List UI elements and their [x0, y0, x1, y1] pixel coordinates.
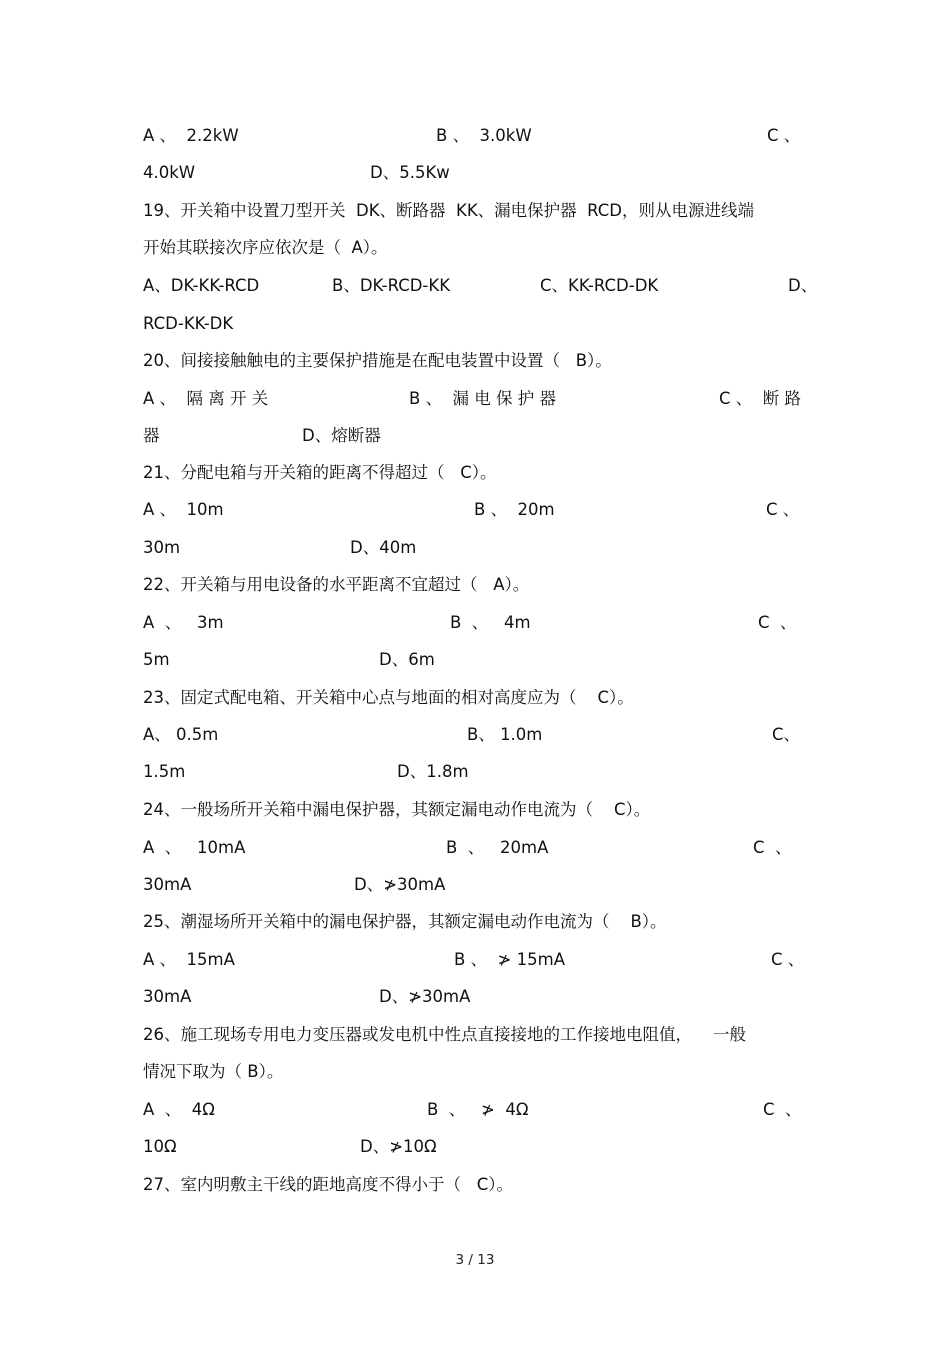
question-line: [143, 347, 808, 375]
question-20-text: 20、间接接触触电的主要保护措施是在配电装置中设置（ B）。: [143, 351, 612, 370]
question-25-text: 25、潮湿场所开关箱中的漏电保护器，其额定漏电动作电流为（ B）。: [143, 912, 667, 931]
question-line: [143, 1021, 808, 1049]
option-a: A 、 3m: [143, 613, 224, 632]
option-c-value: 器: [143, 426, 160, 445]
text-line: [143, 1096, 808, 1124]
option-d: D、≯30mA: [354, 875, 446, 894]
option-c: C 、: [771, 950, 805, 969]
question-26-text: 26、施工现场专用电力变压器或发电机中性点直接接地的工作接地电阻值， 一般: [143, 1025, 746, 1044]
option-a: A、DK-KK-RCD: [143, 276, 260, 295]
text-line: [143, 834, 808, 862]
question-26-text-cont: 情况下取为（ B）。: [143, 1062, 284, 1081]
option-c: C 、: [766, 500, 800, 519]
option-b: B、DK-RCD-KK: [332, 276, 451, 295]
option-d: D、: [788, 276, 818, 295]
option-d: D、1.8m: [397, 762, 469, 781]
question-line: [143, 197, 808, 225]
text-line: [143, 385, 808, 413]
question-line: [143, 571, 808, 599]
question-19-text: 19、开关箱中设置刀型开关 DK、断路器 KK、漏电保护器 RCD，则从电源进线端: [143, 201, 754, 220]
question-24-text: 24、一般场所开关箱中漏电保护器，其额定漏电动作电流为（ C）。: [143, 800, 651, 819]
question-line: [143, 908, 808, 936]
option-c: C 、: [753, 838, 792, 857]
option-c-value: 10Ω: [143, 1137, 177, 1156]
option-c-value: 30mA: [143, 987, 192, 1006]
text-line: [143, 496, 808, 524]
option-a: A 、 10m: [143, 500, 224, 519]
option-d-value: RCD-KK-DK: [143, 314, 234, 333]
option-b: B 、 漏 电 保 护 器: [409, 389, 557, 408]
option-c-value: 5m: [143, 650, 170, 669]
question-line: [143, 459, 808, 487]
question-line: [143, 1058, 808, 1086]
option-a: A 、 10mA: [143, 838, 246, 857]
question-line: [143, 1171, 808, 1199]
option-b: B 、 4m: [450, 613, 531, 632]
option-a: A 、 2.2kW: [143, 126, 239, 145]
option-c: C、KK-RCD-DK: [540, 276, 659, 295]
question-line: [143, 234, 808, 262]
option-a: A 、 15mA: [143, 950, 235, 969]
option-c: C 、: [767, 126, 801, 145]
page-number: 3 / 13: [455, 1252, 495, 1268]
option-c: C 、 断 路: [719, 389, 802, 408]
option-b: B、 1.0m: [467, 725, 543, 744]
option-b: B 、 20mA: [446, 838, 549, 857]
text-line: [143, 609, 808, 637]
text-line: [143, 1133, 808, 1161]
text-line: [143, 946, 808, 974]
option-d: D、≯10Ω: [360, 1137, 437, 1156]
question-27-text: 27、室内明敷主干线的距地高度不得小于（ C）。: [143, 1175, 514, 1194]
option-c-value: 30m: [143, 538, 181, 557]
text-line: [143, 646, 808, 674]
option-d: D、≯30mA: [379, 987, 471, 1006]
option-c: C 、: [758, 613, 797, 632]
option-d: D、5.5Kw: [370, 163, 450, 182]
option-a: A 、 4Ω: [143, 1100, 215, 1119]
option-c-value: 1.5m: [143, 762, 186, 781]
option-a: A、 0.5m: [143, 725, 219, 744]
question-21-text: 21、分配电箱与开关箱的距离不得超过（ C）。: [143, 463, 497, 482]
option-c: C 、: [763, 1100, 802, 1119]
text-line: [143, 871, 808, 899]
question-line: [143, 684, 808, 712]
option-a: A 、 隔 离 开 关: [143, 389, 269, 408]
option-c: C、: [772, 725, 801, 744]
option-d: D、熔断器: [302, 426, 381, 445]
question-line: [143, 796, 808, 824]
text-line: [143, 272, 818, 300]
option-c-value: 30mA: [143, 875, 192, 894]
question-23-text: 23、固定式配电箱、开关箱中心点与地面的相对高度应为（ C）。: [143, 688, 634, 707]
text-line: [143, 422, 808, 450]
option-c-value: 4.0kW: [143, 163, 196, 182]
text-line: [143, 983, 808, 1011]
text-line: [143, 534, 808, 562]
option-d: D、40m: [350, 538, 417, 557]
text-line: [143, 159, 808, 187]
text-line: [143, 122, 808, 150]
option-b: B 、 3.0kW: [436, 126, 532, 145]
question-22-text: 22、开关箱与用电设备的水平距离不宜超过（ A）。: [143, 575, 530, 594]
text-line: [143, 721, 808, 749]
option-d: D、6m: [379, 650, 435, 669]
option-b: B 、 ≯ 4Ω: [427, 1100, 529, 1119]
text-line: [143, 310, 808, 338]
text-line: [143, 758, 808, 786]
option-b: B 、 20m: [474, 500, 555, 519]
option-b: B 、 ≯ 15mA: [454, 950, 565, 969]
question-19-text-cont: 开始其联接次序应依次是（ A）。: [143, 238, 388, 257]
